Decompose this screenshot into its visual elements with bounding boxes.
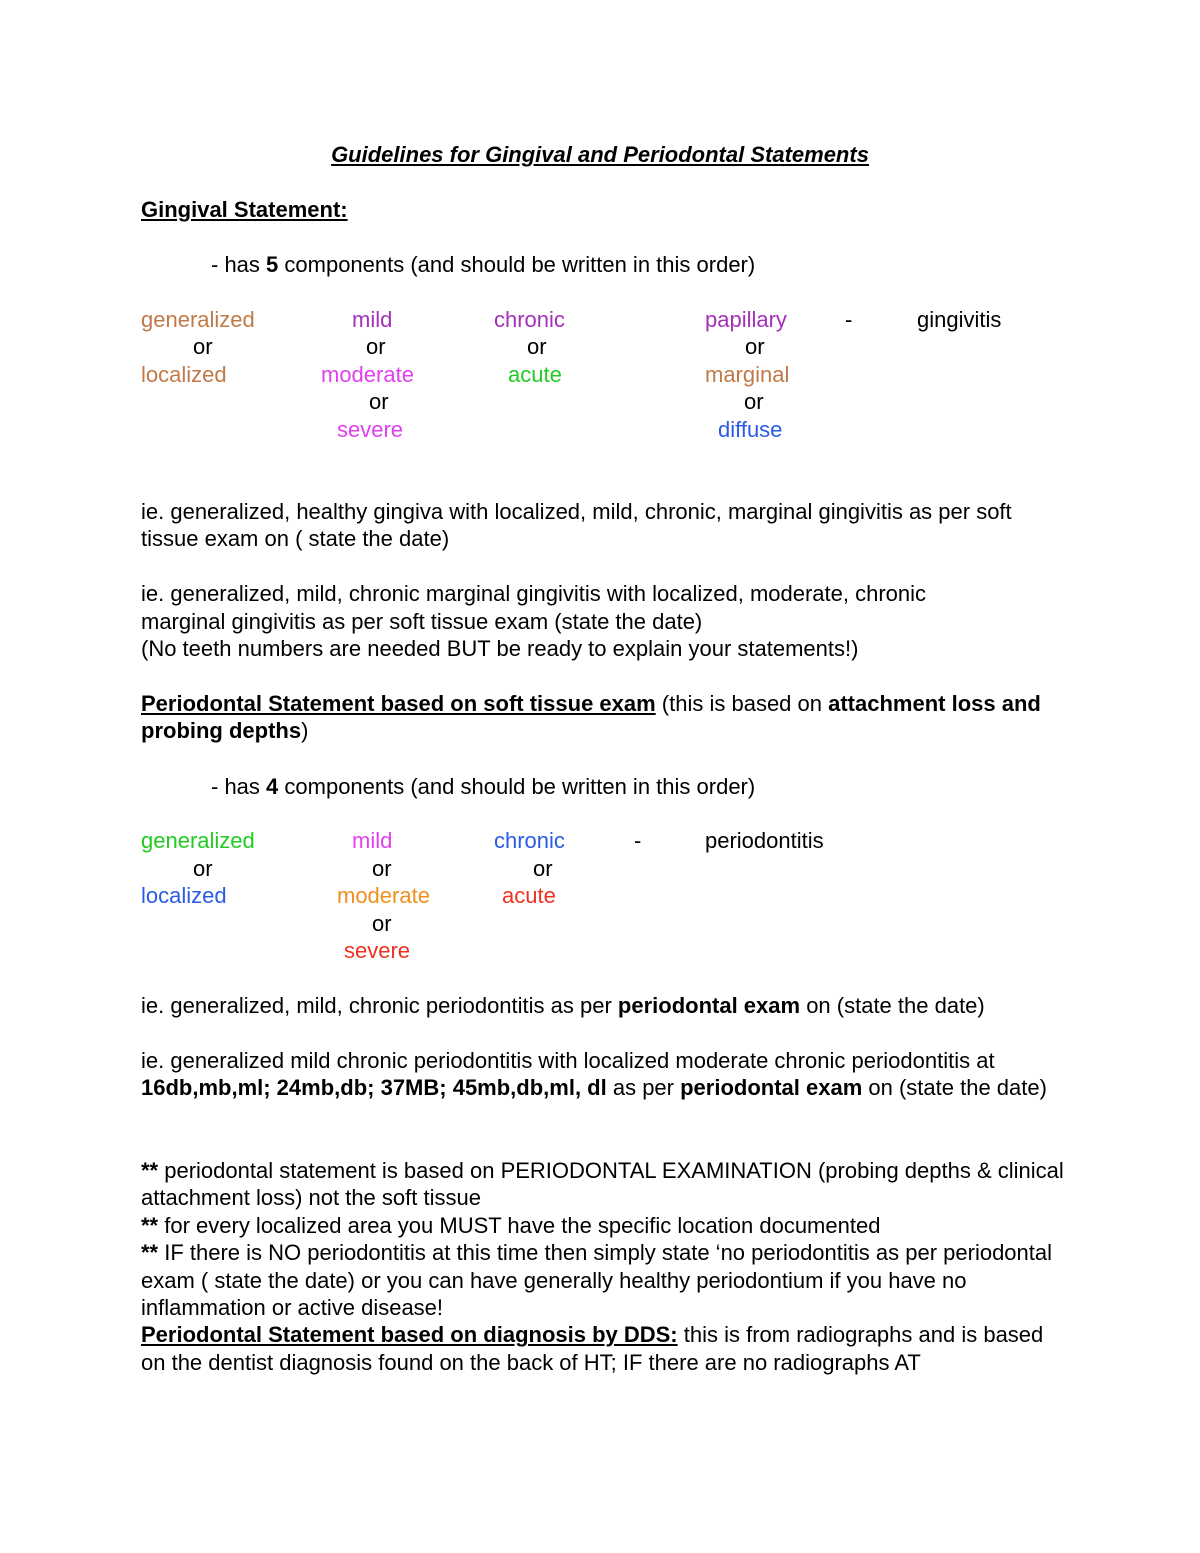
perio-chronic: chronic xyxy=(494,828,565,853)
note-text: periodontal statement is based on PERIODONTAL EXAMINATION (probing depths & clinical attachment loss) not the soft tissue xyxy=(141,1158,1064,1211)
perio-components-line xyxy=(211,773,755,800)
perio-mild: mild xyxy=(352,828,393,853)
gingival-generalized: generalized xyxy=(141,307,255,332)
perio-heading-note-suffix: ) xyxy=(301,718,309,744)
gingival-chronic: chronic xyxy=(494,307,565,332)
components-suffix: components (and should be written in this order) xyxy=(278,252,756,277)
components-prefix: - has xyxy=(211,252,267,277)
note-stars: ** xyxy=(141,1240,159,1266)
gingival-mild: mild xyxy=(352,307,393,332)
dds-heading: Periodontal Statement based on diagnosis by DDS: xyxy=(141,1322,678,1348)
gingival-example-1: ie. generalized, healthy gingiva with localized, mild, chronic, marginal gingivitis as per soft tissue exam on ( state the date) xyxy=(141,499,1012,552)
components-suffix: components (and should be written in this order) xyxy=(278,774,756,799)
note-stars: ** xyxy=(141,1158,159,1183)
perio-example-2-prefix: ie. generalized mild chronic periodontitis with localized moderate chronic periodontitis at xyxy=(141,1048,995,1073)
gingival-or: or xyxy=(366,334,386,359)
gingival-or: or xyxy=(745,334,765,359)
gingival-or: or xyxy=(527,334,547,359)
notes-block xyxy=(141,1157,1071,1376)
perio-example-1-prefix: ie. generalized, mild, chronic periodontitis as per xyxy=(141,993,618,1018)
perio-or: or xyxy=(193,856,213,881)
perio-localized: localized xyxy=(141,883,227,908)
note-1 xyxy=(141,1157,1071,1212)
gingival-components-line xyxy=(211,251,755,278)
gingival-dash: - xyxy=(845,307,853,332)
gingival-or: or xyxy=(193,334,213,359)
gingival-example-2-line-2: marginal gingivitis as per soft tissue exam (state the date) xyxy=(141,609,703,634)
perio-example-1-bold: periodontal exam xyxy=(617,993,801,1018)
perio-heading-block xyxy=(141,690,1071,745)
gingival-papillary: papillary xyxy=(705,307,787,332)
gingival-diffuse: diffuse xyxy=(718,417,783,442)
page-title: Guidelines for Gingival and Periodontal Statements xyxy=(331,142,869,167)
perio-or: or xyxy=(372,856,392,881)
perio-acute: acute xyxy=(502,883,556,908)
perio-or: or xyxy=(533,856,553,881)
dds-text: this is from radiographs and is based on the dentist diagnosis found on the back of HT; IF there are no radiographs AT xyxy=(141,1322,1044,1375)
gingival-or: or xyxy=(744,389,764,414)
gingival-acute: acute xyxy=(508,362,562,387)
perio-or: or xyxy=(372,911,392,936)
perio-example-1 xyxy=(141,992,985,1019)
perio-generalized: generalized xyxy=(141,828,255,853)
note-2 xyxy=(141,1212,1071,1239)
perio-heading-note-bold: attachment loss and probing depths xyxy=(141,691,1041,744)
gingival-severe: severe xyxy=(337,417,404,442)
perio-heading: Periodontal Statement based on soft tissue exam xyxy=(141,691,656,716)
gingival-moderate: moderate xyxy=(321,362,414,387)
gingival-heading: Gingival Statement: xyxy=(141,197,348,222)
gingival-marginal: marginal xyxy=(705,362,790,387)
gingival-or: or xyxy=(369,389,389,414)
components-prefix: - has xyxy=(211,774,267,799)
perio-severe: severe xyxy=(344,938,411,963)
gingival-term: gingivitis xyxy=(917,307,1002,332)
components-count: 5 xyxy=(266,252,279,277)
note-stars: ** xyxy=(141,1212,159,1238)
perio-example-2-mid: as per xyxy=(606,1075,681,1101)
perio-dash: - xyxy=(634,828,642,853)
perio-heading-note-prefix: (this is based on xyxy=(655,691,829,716)
dds-paragraph xyxy=(141,1321,1071,1376)
perio-example-1-suffix: on (state the date) xyxy=(800,993,985,1018)
gingival-example-2-line-1: ie. generalized, mild, chronic marginal gingivitis with localized, moderate, chronic xyxy=(141,581,927,606)
perio-example-2-bold: periodontal exam xyxy=(680,1075,863,1101)
components-count: 4 xyxy=(266,774,279,799)
perio-example-2 xyxy=(141,1047,1071,1102)
note-3 xyxy=(141,1239,1071,1321)
note-text: for every localized area you MUST have the specific location documented xyxy=(158,1212,881,1238)
perio-example-2-teeth: 16db,mb,ml; 24mb,db; 37MB; 45mb,db,ml, dl xyxy=(141,1075,607,1101)
perio-term: periodontitis xyxy=(705,828,824,853)
perio-moderate: moderate xyxy=(337,883,430,908)
gingival-example-2-line-3: (No teeth numbers are needed BUT be ready to explain your statements!) xyxy=(141,636,859,661)
note-text: IF there is NO periodontitis at this time then simply state ‘no periodontitis as per periodontal exam ( state the date) or you can have generally healthy periodontium if you have no inflammation or active disease! xyxy=(141,1240,1053,1321)
gingival-localized: localized xyxy=(141,362,227,387)
perio-example-2-suffix: on (state the date) xyxy=(862,1075,1047,1101)
